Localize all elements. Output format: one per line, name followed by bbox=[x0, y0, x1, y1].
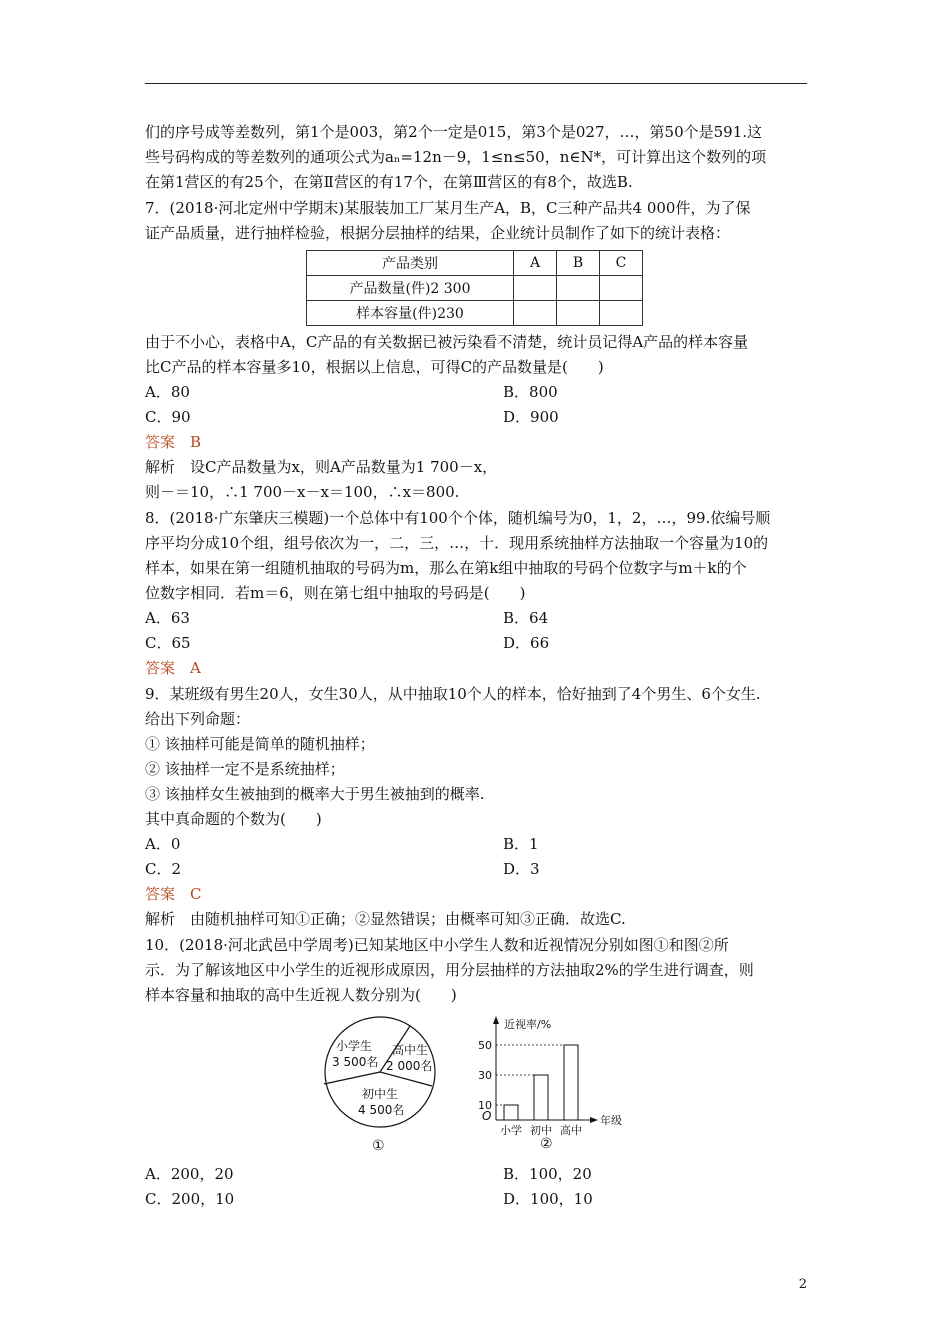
pie-divider bbox=[380, 1072, 432, 1086]
pie-figure bbox=[322, 1014, 442, 1154]
table-header: C bbox=[600, 251, 643, 276]
table-cell bbox=[600, 276, 643, 301]
text-line: ② 该抽样一定不是系统抽样； bbox=[145, 760, 345, 778]
solution: 解析 设C产品数量为x，则A产品数量为1 700－x， bbox=[145, 458, 498, 476]
option-d: D．900 bbox=[503, 408, 559, 426]
bar bbox=[564, 1045, 578, 1120]
bar-group bbox=[478, 1039, 582, 1137]
option-c: C．65 bbox=[145, 634, 191, 652]
option-c: C．200，10 bbox=[145, 1190, 235, 1208]
bar-figure bbox=[476, 1016, 636, 1152]
text-line: 由于不小心，表格中A，C产品的有关数据已被污染看不清楚，统计员记得A产品的样本容量 bbox=[145, 333, 749, 351]
stat-table bbox=[306, 250, 643, 326]
question-7: 7．(2018·河北定州中学期末)某服装加工厂某月生产A，B，C三种产品共4 000件，为了保 bbox=[145, 199, 751, 217]
solution: 则－＝10，∴1 700－x－x＝100，∴x＝800. bbox=[145, 483, 460, 501]
text-line: ③ 该抽样女生被抽到的概率大于男生被抽到的概率. bbox=[145, 785, 485, 803]
text-line: 们的序号成等差数列，第1个是003，第2个一定是015，第3个是027，…，第50个是591.这 bbox=[145, 123, 763, 141]
solution: 解析 由随机抽样可知①正确；②显然错误；由概率可知③正确．故选C. bbox=[145, 910, 626, 928]
pie-label: 高中生 bbox=[392, 1043, 429, 1057]
table-cell: 产品数量(件)2 300 bbox=[307, 276, 514, 301]
question-10: 10．(2018·河北武邑中学周考)已知某地区中小学生人数和近视情况分别如图①和图②所 bbox=[145, 936, 729, 954]
table-header: B bbox=[557, 251, 600, 276]
table-cell: 样本容量(件)230 bbox=[307, 301, 514, 326]
text-line: 样本容量和抽取的高中生近视人数分别为( ) bbox=[145, 986, 457, 1004]
y-axis-title: 近视率/% bbox=[504, 1018, 552, 1031]
answer: 答案 C bbox=[145, 885, 202, 903]
figure-caption: ② bbox=[540, 1136, 553, 1152]
table-cell bbox=[557, 276, 600, 301]
option-a: A．0 bbox=[145, 835, 181, 853]
text-line: ① 该抽样可能是简单的随机抽样； bbox=[145, 735, 375, 753]
answer: 答案 A bbox=[145, 659, 201, 677]
option-c: C．90 bbox=[145, 408, 191, 426]
text-line: 序平均分成10个组，组号依次为一，二，三，…，十．现用系统抽样方法抽取一个容量为10的 bbox=[145, 534, 769, 552]
table-header: 产品类别 bbox=[307, 251, 514, 276]
x-tick-label: 高中 bbox=[560, 1124, 582, 1137]
option-b: B．800 bbox=[503, 383, 558, 401]
pie-value: 4 500名 bbox=[358, 1103, 405, 1117]
table-cell bbox=[514, 276, 557, 301]
text-line: 在第1营区的有25个，在第Ⅱ营区的有17个，在第Ⅲ营区的有8个，故选B. bbox=[145, 173, 633, 191]
y-tick-label: 10 bbox=[478, 1099, 492, 1112]
text-line: 位数字相同．若m＝6，则在第七组中抽取的号码是( ) bbox=[145, 584, 526, 602]
text-line: 证产品质量，进行抽样检验，根据分层抽样的结果，企业统计员制作了如下的统计表格： bbox=[145, 224, 731, 242]
option-d: D．66 bbox=[503, 634, 550, 652]
x-axis-title: 年级 bbox=[600, 1114, 622, 1127]
bar bbox=[534, 1075, 548, 1120]
y-tick-label: 30 bbox=[478, 1069, 492, 1082]
option-d: D．3 bbox=[503, 860, 540, 878]
origin-label: O bbox=[482, 1109, 492, 1123]
table-cell bbox=[600, 301, 643, 326]
x-tick-label: 小学 bbox=[500, 1124, 522, 1137]
option-b: B．100，20 bbox=[503, 1165, 592, 1183]
pie-divider bbox=[324, 1072, 380, 1084]
option-c: C．2 bbox=[145, 860, 182, 878]
answer: 答案 B bbox=[145, 433, 202, 451]
question-8: 8．(2018·广东肇庆三模题)一个总体中有100个个体，随机编号为0，1，2，…，99.依编号顺 bbox=[145, 509, 771, 527]
table-cell bbox=[514, 301, 557, 326]
x-tick-label: 初中 bbox=[530, 1124, 552, 1137]
pie-label: 初中生 bbox=[362, 1087, 399, 1101]
option-a: A．63 bbox=[145, 609, 190, 627]
option-a: A．80 bbox=[145, 383, 190, 401]
text-line: 比C产品的样本容量多10，根据以上信息，可得C的产品数量是( ) bbox=[145, 358, 604, 376]
pie-label: 小学生 bbox=[336, 1039, 373, 1053]
x-axis-arrow bbox=[590, 1117, 598, 1123]
option-a: A．200，20 bbox=[145, 1165, 234, 1183]
pie-value: 3 500名 bbox=[332, 1055, 379, 1069]
page-number: 2 bbox=[798, 1277, 807, 1292]
y-axis-arrow bbox=[493, 1016, 499, 1024]
text-line: 些号码构成的等差数列的通项公式为aₙ=12n－9，1≤n≤50，n∈N*，可计算出这个数列的项 bbox=[145, 148, 767, 166]
question-9: 9．某班级有男生20人，女生30人，从中抽取10个人的样本，恰好抽到了4个男生、6个女生. bbox=[145, 685, 761, 703]
pie-value: 2 000名 bbox=[386, 1059, 433, 1073]
text-line: 示．为了解该地区中小学生的近视形成原因，用分层抽样的方法抽取2%的学生进行调查，则 bbox=[145, 961, 754, 979]
option-b: B．64 bbox=[503, 609, 549, 627]
text-line: 给出下列命题： bbox=[145, 710, 251, 728]
y-tick-label: 50 bbox=[478, 1039, 492, 1052]
table-cell bbox=[557, 301, 600, 326]
option-b: B．1 bbox=[503, 835, 539, 853]
text-line: 样本，如果在第一组随机抽取的号码为m，那么在第k组中抽取的号码个位数字与m＋k的个 bbox=[145, 559, 747, 577]
option-d: D．100，10 bbox=[503, 1190, 593, 1208]
header-rule bbox=[145, 83, 807, 84]
table-header: A bbox=[514, 251, 557, 276]
figure-caption: ① bbox=[372, 1138, 385, 1154]
bar bbox=[504, 1105, 518, 1120]
text-line: 其中真命题的个数为( ) bbox=[145, 810, 322, 828]
